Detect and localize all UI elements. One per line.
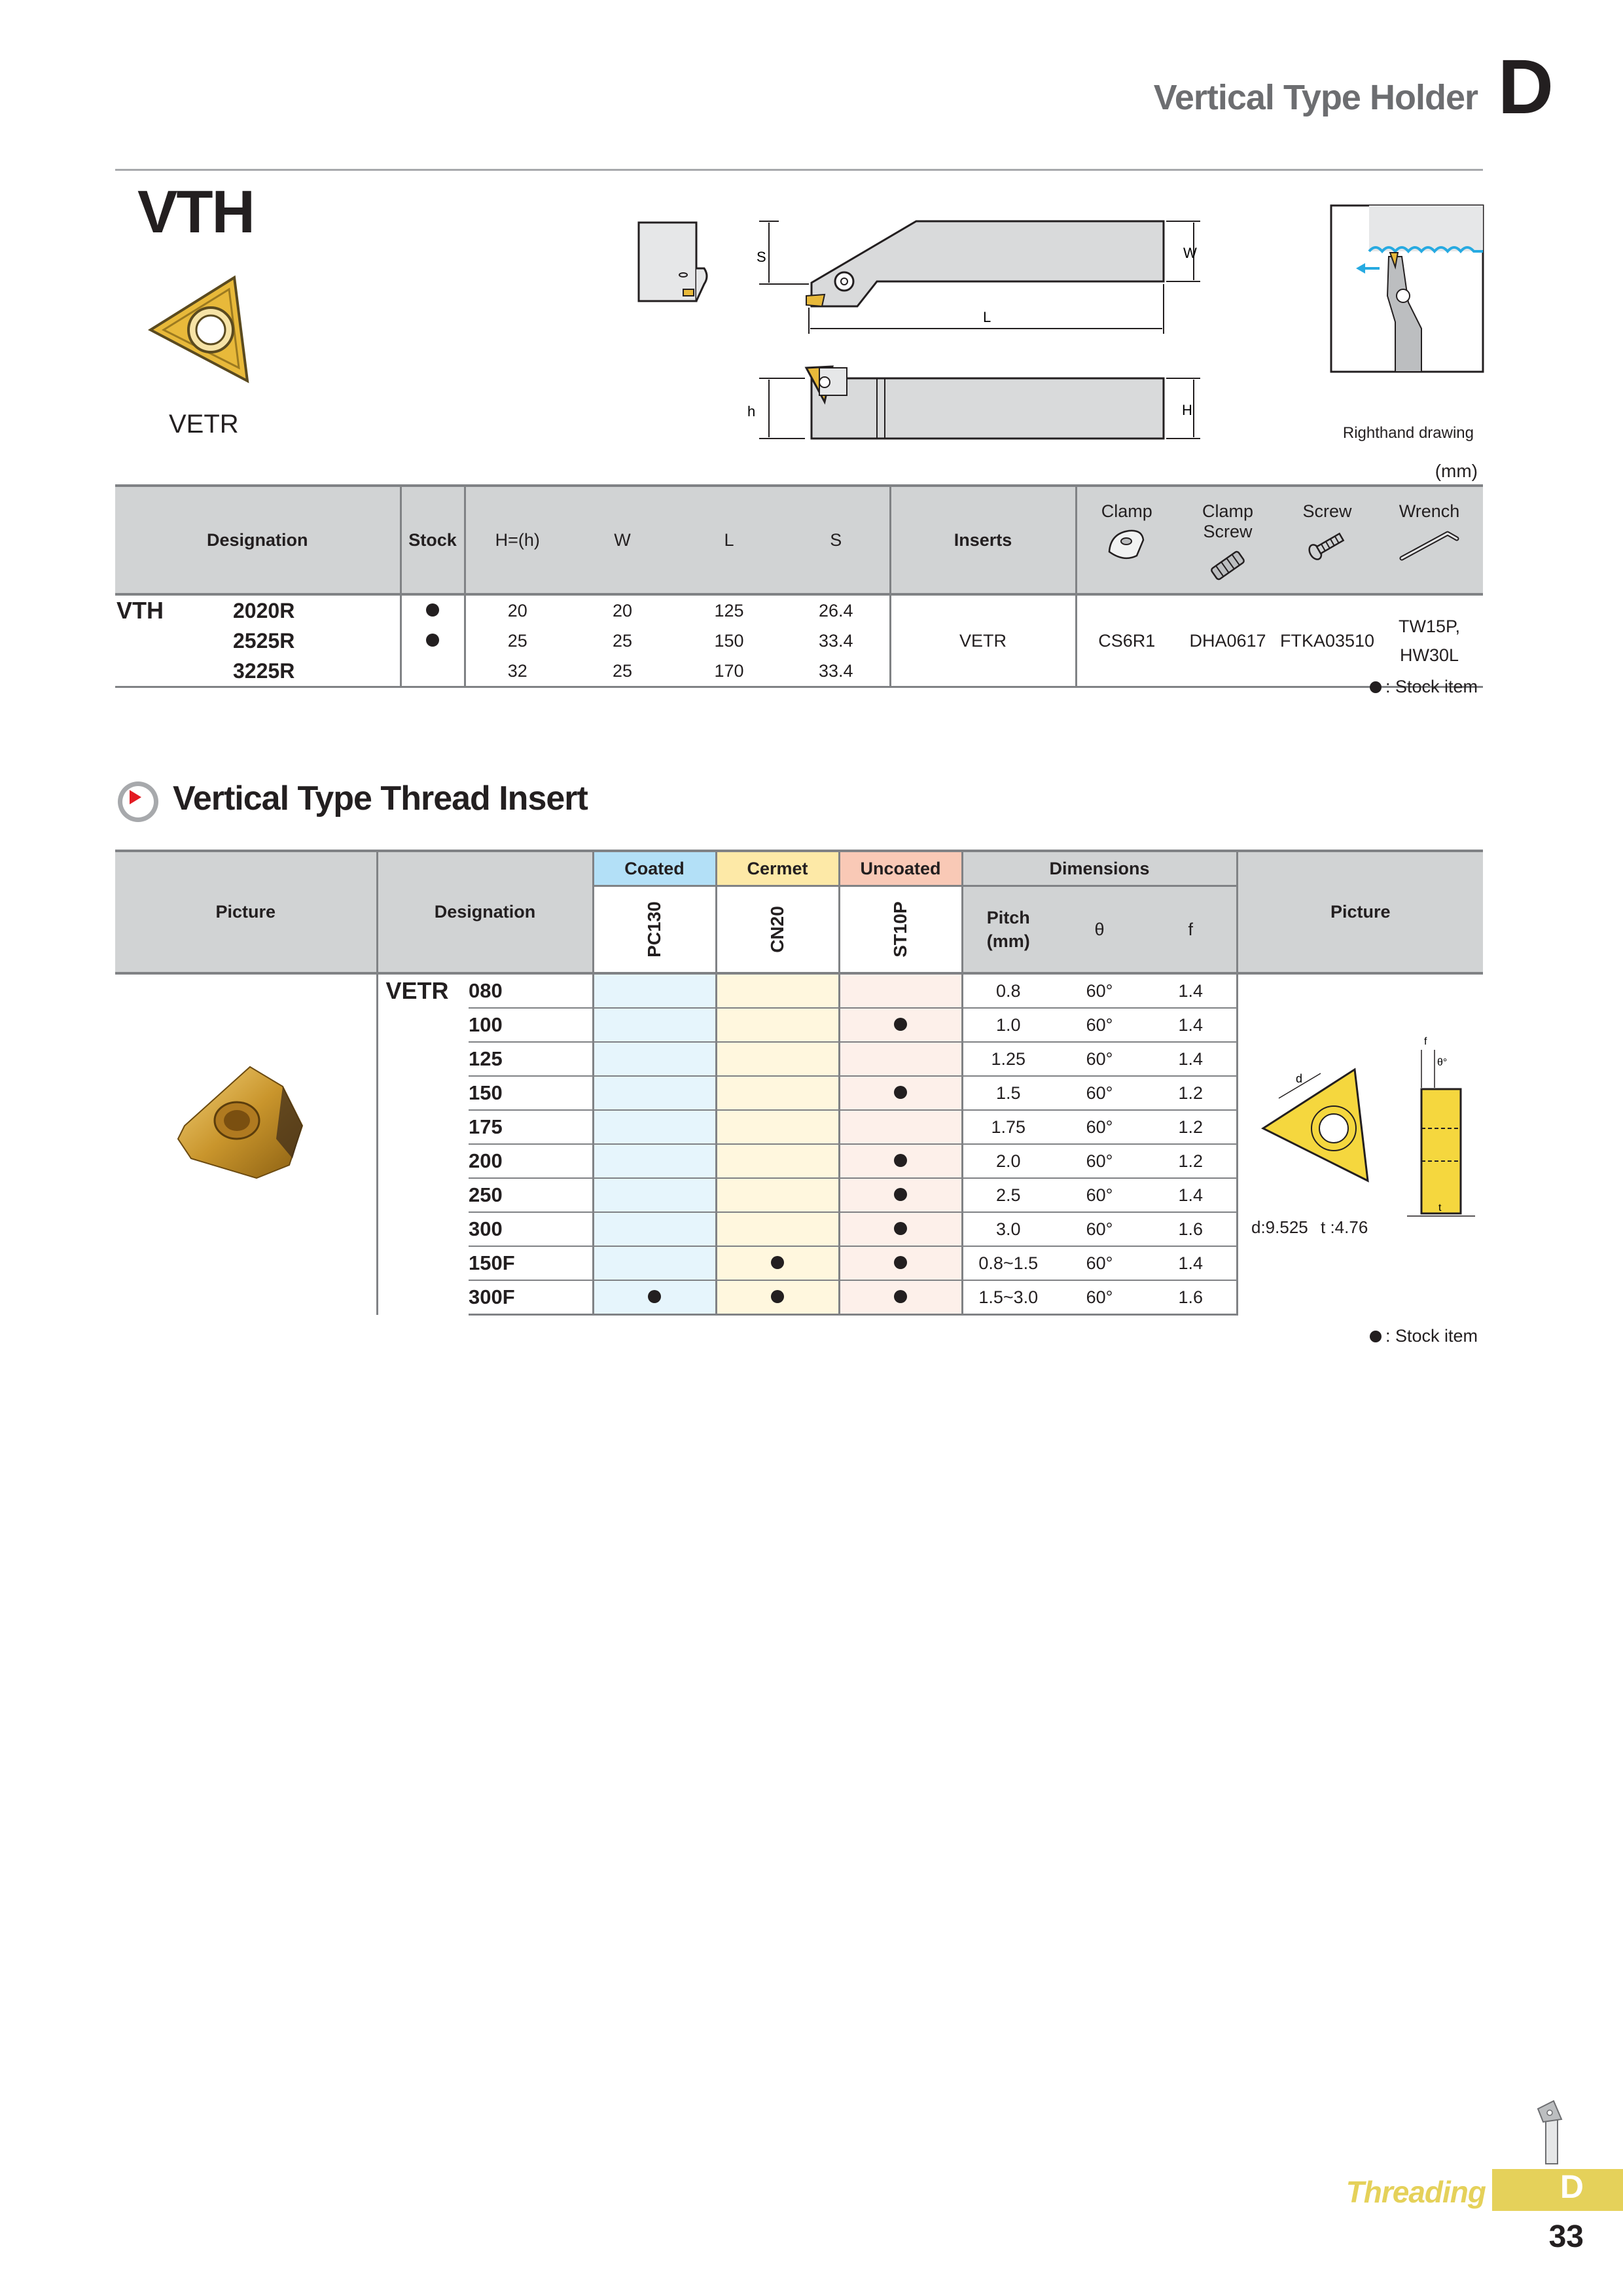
clamp-screw-cell: DHA0617 [1177,594,1279,687]
l-cell: 170 [675,656,783,687]
screw-header-label: Screw [1302,501,1352,521]
s-cell: 33.4 [783,656,890,687]
dim-H-label: H [1182,402,1192,418]
stock-legend [1370,1326,1478,1346]
pitch-cell: 0.8 [962,973,1054,1008]
insert-label: VETR [169,410,239,439]
l-cell: 125 [714,600,744,620]
insert-designation-header: Designation [377,851,593,973]
st10p-cell [839,1144,962,1178]
d-label: d [1296,1072,1303,1085]
pc130-cell [593,1178,716,1212]
wrench-line-2: HW30L [1399,645,1459,665]
insert-t-value: t :4.76 [1321,1217,1368,1237]
theta-cell: 60° [1054,1110,1145,1144]
f-label: f [1424,1036,1427,1047]
section-letter: D [1497,44,1554,130]
f-cell: 1.4 [1145,1246,1237,1280]
pc130-cell [593,973,716,1008]
pitch-cell: 1.25 [962,1042,1054,1076]
screw-icon [1304,526,1350,565]
st10p-cell [839,1246,962,1280]
dimensions-header: Dimensions [962,851,1237,886]
theta-cell: 60° [1054,1178,1145,1212]
insert-d-value: d:9.525 [1251,1217,1308,1237]
stock-legend-text: : Stock item [1385,1326,1478,1346]
pitch-cell: 2.5 [962,1178,1054,1212]
stock-legend-dot [1370,681,1382,693]
holder-family-title: VTH [137,179,254,245]
vetr-insert-icon [144,270,255,387]
f-cell: 1.4 [1145,1178,1237,1212]
stock-dot [771,1256,784,1269]
grade-pc130-label: PC130 [644,901,664,958]
w-cell: 25 [612,630,633,651]
coated-header: Coated [593,851,716,886]
clamp-screw-icon [1205,546,1251,585]
theta-cell: 60° [1054,1076,1145,1110]
cn20-cell [716,1280,839,1315]
page-header-title: Vertical Type Holder [1153,78,1478,117]
theta-cell: 60° [1054,1008,1145,1042]
stock-dot [894,1086,907,1099]
theta-cell: 60° [1054,1280,1145,1315]
cn20-cell [716,1042,839,1076]
pc130-cell [593,1280,716,1315]
play-icon [118,781,158,822]
h-cell: 32 [465,656,569,687]
holder-table [115,484,1483,688]
stock-cell [401,656,465,687]
grade-st10p-label: ST10P [889,901,910,958]
wrench-header-label: Wrench [1399,501,1460,521]
cn20-cell [716,1008,839,1042]
theta-label: θ° [1437,1057,1448,1068]
f-cell: 1.4 [1145,1008,1237,1042]
pc130-cell [593,1008,716,1042]
dim-h-label: h [747,403,756,420]
footer-letter: D [1560,2168,1584,2205]
threading-tool-icon [1531,2100,1571,2165]
designation-header: Designation [115,486,401,594]
pc130-cell [593,1076,716,1110]
theta-cell: 60° [1054,1042,1145,1076]
holder-designation: 2020R [233,594,401,626]
inserts-header: Inserts [890,486,1076,594]
insert-designation: 150 [469,1076,593,1110]
f-cell: 1.4 [1145,973,1237,1008]
cermet-header: Cermet [716,851,839,886]
cn20-cell [716,973,839,1008]
clamp-icon [1104,526,1150,565]
st10p-cell [839,1110,962,1144]
insert-photo [171,1060,315,1185]
insert-designation: 125 [469,1042,593,1076]
page-number: 33 [1548,2219,1584,2254]
stock-dot [426,634,439,647]
holder-designation: 2525R [233,626,401,656]
stock-dot [894,1256,907,1269]
st10p-cell [839,1280,962,1315]
header-divider [115,169,1483,171]
holder-designation: 3225R [233,656,401,687]
f-cell: 1.4 [1145,1042,1237,1076]
pitch-label: Pitch [986,908,1030,927]
st10p-cell [839,1008,962,1042]
dim-w-label: W [1183,245,1197,261]
footer-category: Threading [1346,2175,1486,2209]
st10p-cell [839,1042,962,1076]
theta-cell: 60° [1054,1144,1145,1178]
stock-cell [401,594,465,626]
stock-legend [1370,677,1478,697]
insert-header-row-1 [115,851,1483,886]
stock-cell [401,626,465,656]
insert-dimension-drawing [1250,1030,1483,1227]
cn20-cell [716,1178,839,1212]
holder-family: VTH [116,597,164,624]
holder-row [115,594,1483,626]
st10p-cell [839,1178,962,1212]
drawing-note: Righthand drawing [1342,424,1474,442]
f-cell: 1.2 [1145,1110,1237,1144]
stock-legend-dot [1370,1331,1382,1342]
stock-dot [894,1290,907,1303]
section-title: Vertical Type Thread Insert [173,780,588,817]
pitch-cell: 3.0 [962,1212,1054,1246]
cn20-cell [716,1246,839,1280]
insert-designation: 200 [469,1144,593,1178]
h-cell: 20 [507,600,527,620]
insert-designation: 250 [469,1178,593,1212]
f-header: f [1145,886,1237,974]
inserts-cell: VETR [890,594,1076,687]
pitch-cell: 2.0 [962,1144,1054,1178]
grade-pc130-header [593,886,716,974]
pc130-cell [593,1246,716,1280]
pitch-cell: 1.5~3.0 [962,1280,1054,1315]
insert-row [115,973,1483,1008]
stock-dot [648,1290,661,1303]
clamp-header-label: Clamp [1101,501,1152,521]
stock-dot [894,1018,907,1031]
pc130-cell [593,1042,716,1076]
clamp-cell: CS6R1 [1076,594,1177,687]
screw-cell: FTKA03510 [1279,594,1376,687]
insert-family: VETR [385,977,449,1004]
grade-st10p-header [839,886,962,974]
pc130-cell [593,1144,716,1178]
theta-header: θ [1054,886,1145,974]
insert-designation: 300 [469,1212,593,1246]
pc130-cell [593,1110,716,1144]
s-header: S [783,486,890,594]
pitch-header [962,886,1054,974]
wrench-icon [1397,526,1462,565]
pitch-unit: (mm) [986,931,1030,951]
w-header: W [569,486,675,594]
f-cell: 1.2 [1145,1076,1237,1110]
insert-designation: 080 [469,973,593,1008]
dim-l-label: L [983,309,991,325]
wrench-header [1376,486,1483,594]
dim-s-label: S [757,249,766,265]
stock-dot [894,1188,907,1201]
wrench-cell [1376,594,1483,687]
theta-cell: 60° [1054,1246,1145,1280]
holder-drawing [628,216,1217,452]
clamp-screw-header-label: Clamp Screw [1202,501,1254,541]
w-cell: 20 [612,600,633,620]
cn20-cell [716,1076,839,1110]
wrench-line-1: TW15P, [1398,617,1461,636]
h-cell: 25 [507,630,527,651]
st10p-cell [839,1212,962,1246]
insert-designation: 175 [469,1110,593,1144]
pitch-cell: 1.75 [962,1110,1054,1144]
l-header: L [675,486,783,594]
pitch-cell: 0.8~1.5 [962,1246,1054,1280]
stock-legend-text: : Stock item [1385,677,1478,696]
t-label: t [1438,1202,1442,1213]
insert-designation: 150F [469,1246,593,1280]
h-header: H=(h) [465,486,569,594]
clamp-header [1076,486,1177,594]
w-cell: 25 [569,656,675,687]
l-cell: 150 [714,630,744,651]
cn20-cell [716,1212,839,1246]
picture-header: Picture [115,851,377,973]
grade-cn20-label: CN20 [767,906,787,953]
st10p-cell [839,1076,962,1110]
grade-cn20-header [716,886,839,974]
pitch-cell: 1.5 [962,1076,1054,1110]
f-cell: 1.6 [1145,1280,1237,1315]
stock-header: Stock [401,486,465,594]
s-cell: 33.4 [783,626,890,656]
f-cell: 1.6 [1145,1212,1237,1246]
theta-cell: 60° [1054,1212,1145,1246]
unit-label: (mm) [1435,461,1478,481]
picture-right-header: Picture [1237,851,1483,973]
insert-designation: 300F [469,1280,593,1315]
uncoated-header: Uncoated [839,851,962,886]
stock-dot [894,1154,907,1167]
stock-dot [426,603,439,617]
stock-dot [771,1290,784,1303]
righthand-drawing [1330,204,1484,373]
stock-dot [894,1222,907,1235]
clamp-screw-header [1177,486,1279,594]
holder-header-row [115,486,1483,594]
st10p-cell [839,973,962,1008]
screw-header [1279,486,1376,594]
pitch-cell: 1.0 [962,1008,1054,1042]
pc130-cell [593,1212,716,1246]
cn20-cell [716,1110,839,1144]
theta-cell: 60° [1054,973,1145,1008]
s-cell: 26.4 [783,594,890,626]
cn20-cell [716,1144,839,1178]
insert-designation: 100 [469,1008,593,1042]
f-cell: 1.2 [1145,1144,1237,1178]
footer-tab [1492,2169,1623,2211]
